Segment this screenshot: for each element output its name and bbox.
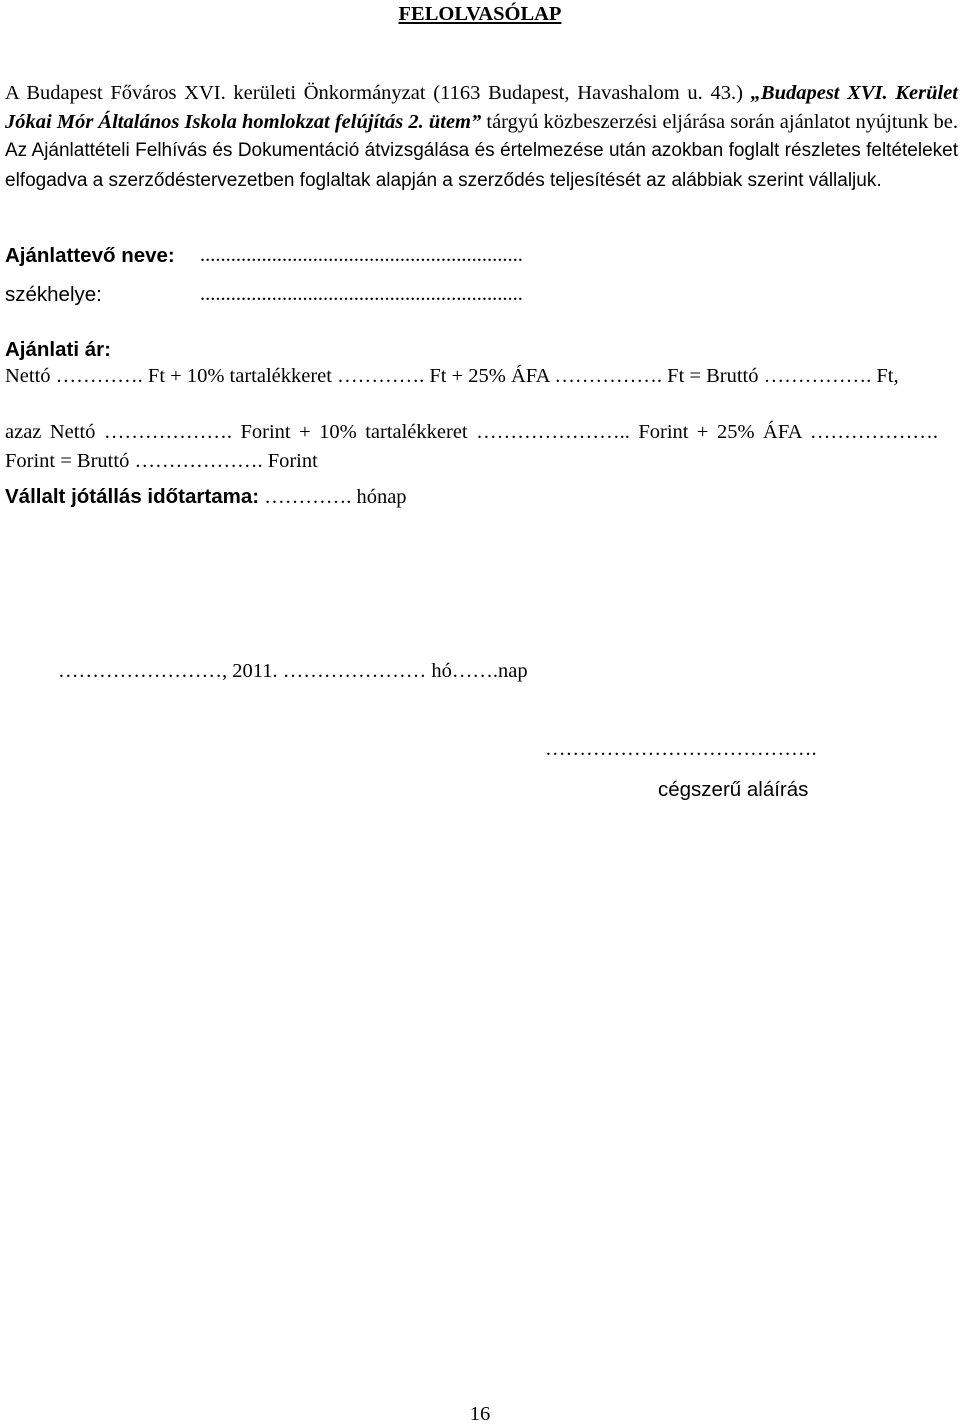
- price-label: Ajánlati ár:: [5, 338, 111, 361]
- price-line-2[interactable]: azaz Nettó ………………. Forint + 10% tartalékkeret ………………….. Forint + 25% ÁFA ………………. Forint = Bruttó ………………. Forint: [5, 421, 938, 472]
- intro-mid: tárgyú közbeszerzési eljárása során ajánlatot nyújtunk be.: [481, 110, 958, 133]
- warranty-field[interactable]: …………. hónap: [264, 486, 407, 508]
- intro-rest: Az Ajánlattételi Felhívás és Dokumentáció átvizsgálása és értelmezése után azokban foglalt részletes feltételeket elfogadva a szerződéstervezetben foglaltak alapján a szerződés teljesítését az alábbiak szerint vállaljuk.: [5, 140, 958, 191]
- bidder-name-row: [5, 244, 523, 268]
- bidder-seat-field[interactable]: ...............................................................: [200, 283, 523, 305]
- signature-label: cégszerű aláírás: [658, 778, 809, 801]
- intro-lead: A Budapest Főváros XVI. kerületi Önkormányzat (1163 Budapest, Havashalom u. 43.): [5, 82, 751, 104]
- bidder-name-field[interactable]: ...............................................................: [200, 244, 523, 266]
- warranty-label: Vállalt jótállás időtartama:: [5, 485, 260, 508]
- page-title: FELOLVASÓLAP: [398, 3, 562, 25]
- signature-line: ………………………………….: [545, 738, 817, 760]
- date-field[interactable]: ……………………, 2011. ………………… hó…….nap: [58, 660, 528, 682]
- intro-subject: „Budapest XVI. Kerület Jókai Mór Általános Iskola homlokzat felújítás 2. ütem”: [5, 82, 959, 133]
- bidder-seat-row: [5, 283, 523, 307]
- page-number: 16: [469, 1403, 491, 1425]
- intro-paragraph: [5, 79, 958, 195]
- price-line-1[interactable]: Nettó …………. Ft + 10% tartalékkeret …………. Ft + 25% ÁFA ……………. Ft = Bruttó ……………. Ft,: [5, 365, 899, 387]
- warranty-row: [5, 485, 407, 509]
- bidder-seat-label: székhelye:: [5, 283, 102, 306]
- bidder-name-label: Ajánlattevő neve:: [5, 244, 175, 267]
